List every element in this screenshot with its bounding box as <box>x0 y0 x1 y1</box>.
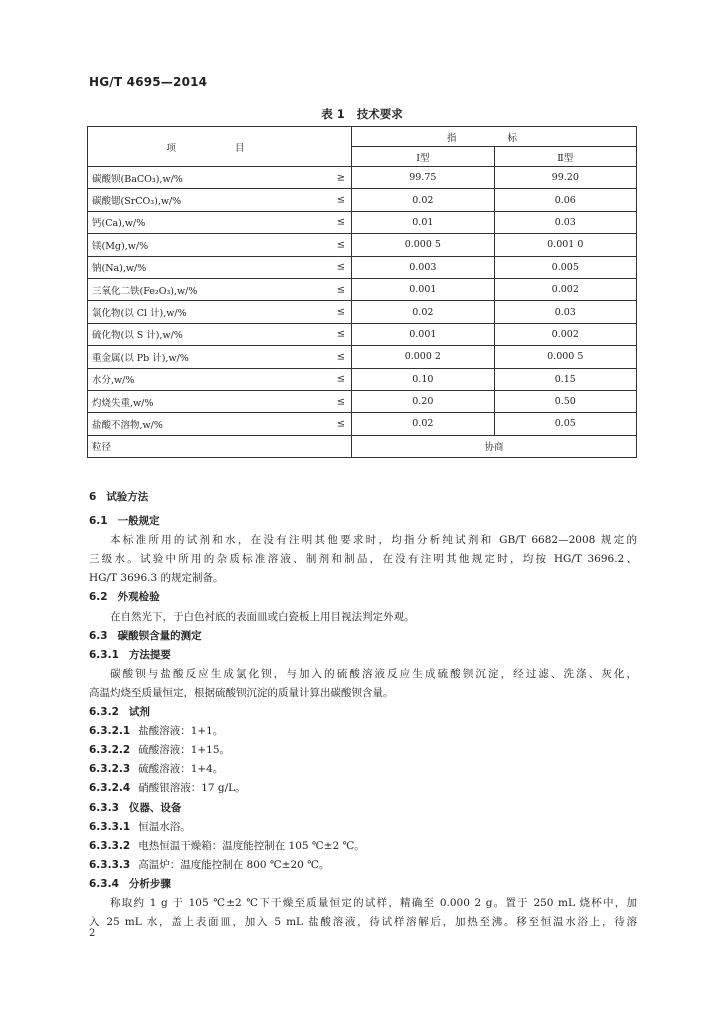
clause <box>89 779 637 798</box>
row-item <box>88 189 352 211</box>
paragraph-line: 在自然光下，于白色衬底的表面皿或白瓷板上用目视法判定外观。 <box>110 610 415 623</box>
table-row <box>88 301 637 323</box>
row-item-label: 钠(Na),w/% <box>92 263 147 275</box>
row-value-type-2: 0.000 5 <box>494 346 636 368</box>
row-value-type-1: 0.001 <box>352 278 494 300</box>
row-item <box>88 167 352 189</box>
section-number: 6.3.4 <box>89 877 119 890</box>
clause-text: 恒温水浴。 <box>138 820 191 833</box>
paragraph-line: 称取约 1 g 于 105 ℃±2 ℃下干燥至质量恒定的试样，精确至 0.000 2 g。置于 250 mL 烧杯中，加 <box>110 896 637 909</box>
row-value-type-2: 0.03 <box>494 301 636 323</box>
header-type-1: Ⅰ型 <box>352 147 494 167</box>
section-number: 6.1 <box>89 515 108 528</box>
page-number: 2 <box>89 928 96 939</box>
table-row <box>88 167 637 189</box>
row-value-type-1: 0.02 <box>352 413 494 435</box>
subsection-heading <box>89 703 637 722</box>
clause <box>89 818 637 837</box>
row-value-type-1: 0.10 <box>352 368 494 390</box>
row-value-type-1: 0.02 <box>352 189 494 211</box>
row-value-type-2: 0.03 <box>494 211 636 233</box>
row-item-label: 灼烧失重,w/% <box>92 397 154 409</box>
table-row <box>88 323 637 345</box>
clause <box>89 722 637 741</box>
clause-number: 6.3.3.2 <box>89 839 131 852</box>
comparison-operator: ≤ <box>336 351 346 363</box>
paragraph-line: 本标准所用的试剂和水，在没有注明其他要求时，均指分析纯试剂和 GB/T 6682—2008 规定的 <box>110 534 637 547</box>
row-value-type-2: 0.001 0 <box>494 234 636 256</box>
subsection-heading <box>89 512 637 531</box>
technical-requirements-table <box>87 126 637 458</box>
section-heading <box>89 488 637 507</box>
row-value-type-2: 0.15 <box>494 368 636 390</box>
clause-text: 电热恒温干燥箱：温度能控制在 105 ℃±2 ℃。 <box>138 839 365 852</box>
comparison-operator: ≤ <box>336 418 346 430</box>
comparison-operator: ≤ <box>336 284 346 296</box>
row-value-type-1: 0.20 <box>352 390 494 412</box>
clause-text: 硝酸银溶液：17 g/L。 <box>138 782 246 795</box>
clause <box>89 741 637 760</box>
clause-text: 硫酸溶液：1+4。 <box>138 763 224 776</box>
table-row <box>88 189 637 211</box>
row-item-label: 粒径 <box>92 442 112 454</box>
section-number: 6.2 <box>89 591 108 604</box>
row-value-type-1: 0.000 5 <box>352 234 494 256</box>
clause <box>89 837 637 856</box>
section-number: 6.3.2 <box>89 706 119 719</box>
section-number: 6 <box>89 491 97 503</box>
paragraph-line: 三级水。试验中所用的杂质标准溶液、制剂和制品，在没有注明其他规定时，均按 HG/T 3696.2、 <box>89 553 637 566</box>
subsection-heading <box>89 627 637 646</box>
comparison-operator: ≤ <box>336 239 346 251</box>
clause-number: 6.3.2.2 <box>89 744 131 757</box>
row-item-label: 碳酸钡(BaCO₃),w/% <box>92 173 183 185</box>
row-item <box>88 346 352 368</box>
standard-code: HG/T 4695—2014 <box>89 75 208 89</box>
subsection-heading <box>89 646 637 665</box>
table-header-row <box>88 127 637 147</box>
clause <box>89 856 637 875</box>
section-title: 碳酸钡含量的测定 <box>117 629 202 642</box>
clause-number: 6.3.2.4 <box>89 782 131 795</box>
paragraph-line: 入 25 mL 水，盖上表面皿，加入 5 mL 盐酸溶液，待试样溶解后，加热至沸。移至恒温水浴上，待溶 <box>89 916 637 929</box>
comparison-operator: ≤ <box>336 261 346 273</box>
clause-text: 硫酸溶液：1+15。 <box>138 744 231 757</box>
table-row <box>88 211 637 233</box>
row-value-type-1: 99.75 <box>352 167 494 189</box>
row-item-label: 盐酸不溶物,w/% <box>92 419 163 431</box>
row-item <box>88 435 352 457</box>
table-row <box>88 368 637 390</box>
comparison-operator: ≥ <box>336 172 346 184</box>
row-value-type-2: 0.05 <box>494 413 636 435</box>
table-row <box>88 346 637 368</box>
comparison-operator: ≤ <box>336 216 346 228</box>
header-item: 项 目 <box>88 127 352 167</box>
row-item <box>88 323 352 345</box>
comparison-operator: ≤ <box>336 373 346 385</box>
row-item <box>88 368 352 390</box>
subsection-heading <box>89 875 637 894</box>
row-value-type-1: 0.01 <box>352 211 494 233</box>
clause-number: 6.3.2.1 <box>89 725 131 738</box>
section-title: 分析步骤 <box>128 877 171 890</box>
row-item-label: 碳酸锶(SrCO₃),w/% <box>92 196 182 208</box>
row-item-label: 重金属(以 Pb 计),w/% <box>92 352 189 364</box>
row-value-type-1: 0.003 <box>352 256 494 278</box>
comparison-operator: ≤ <box>336 306 346 318</box>
comparison-operator: ≤ <box>336 328 346 340</box>
table-caption-number: 表 1 <box>321 107 345 121</box>
row-value-type-2: 0.005 <box>494 256 636 278</box>
paragraph-line: 碳酸钡与盐酸反应生成氯化钡，与加入的硫酸溶液反应生成硫酸钡沉淀，经过滤、洗涤、灰化， <box>110 667 637 680</box>
row-value-negotiated: 协商 <box>352 435 637 457</box>
row-item-label: 氯化物(以 Cl 计),w/% <box>92 308 187 320</box>
paragraph-line: 高温灼烧至质量恒定，根据硫酸钡沉淀的质量计算出碳酸钡含量。 <box>89 686 394 699</box>
row-item-label: 硫化物(以 S 计),w/% <box>92 330 183 342</box>
row-item <box>88 256 352 278</box>
section-title: 试验方法 <box>106 491 149 503</box>
table-row <box>88 234 637 256</box>
section-number: 6.3.1 <box>89 648 119 661</box>
table-row <box>88 390 637 412</box>
section-title: 试剂 <box>128 706 150 719</box>
comparison-operator: ≤ <box>336 194 346 206</box>
row-value-type-2: 99.20 <box>494 167 636 189</box>
row-item <box>88 211 352 233</box>
row-value-type-2: 0.06 <box>494 189 636 211</box>
row-item <box>88 413 352 435</box>
table-caption <box>0 106 724 122</box>
header-type-2: Ⅱ型 <box>494 147 636 167</box>
row-value-type-1: 0.000 2 <box>352 346 494 368</box>
body-text <box>89 482 637 932</box>
table-row <box>88 278 637 300</box>
row-item <box>88 234 352 256</box>
section-number: 6.3 <box>89 629 108 642</box>
section-title: 仪器、设备 <box>128 801 182 814</box>
row-item-label: 三氧化二铁(Fe₂O₃),w/% <box>92 285 198 297</box>
row-item <box>88 278 352 300</box>
row-item <box>88 301 352 323</box>
table-row <box>88 413 637 435</box>
clause-text: 高温炉：温度能控制在 800 ℃±20 ℃。 <box>138 858 330 871</box>
row-value-type-2: 0.002 <box>494 278 636 300</box>
clause-number: 6.3.2.3 <box>89 763 131 776</box>
section-title: 一般规定 <box>117 515 160 528</box>
clause <box>89 760 637 779</box>
header-indicator: 指 标 <box>352 127 637 147</box>
row-value-type-2: 0.002 <box>494 323 636 345</box>
table-row-particle-size <box>88 435 637 457</box>
row-value-type-2: 0.50 <box>494 390 636 412</box>
paragraph-line: HG/T 3696.3 的规定制备。 <box>89 572 224 585</box>
comparison-operator: ≤ <box>336 396 346 408</box>
row-item <box>88 390 352 412</box>
section-number: 6.3.3 <box>89 801 119 814</box>
subsection-heading <box>89 588 637 607</box>
section-title: 外观检验 <box>117 591 160 604</box>
clause-number: 6.3.3.1 <box>89 820 131 833</box>
row-value-type-1: 0.001 <box>352 323 494 345</box>
section-title: 方法提要 <box>128 648 171 661</box>
table-row <box>88 256 637 278</box>
subsection-heading <box>89 799 637 818</box>
clause-number: 6.3.3.3 <box>89 858 131 871</box>
row-item-label: 镁(Mg),w/% <box>92 240 149 252</box>
row-value-type-1: 0.02 <box>352 301 494 323</box>
clause-text: 盐酸溶液：1+1。 <box>138 725 224 738</box>
table-caption-title: 技术要求 <box>356 107 403 121</box>
row-item-label: 钙(Ca),w/% <box>92 218 146 230</box>
row-item-label: 水分,w/% <box>92 375 135 387</box>
